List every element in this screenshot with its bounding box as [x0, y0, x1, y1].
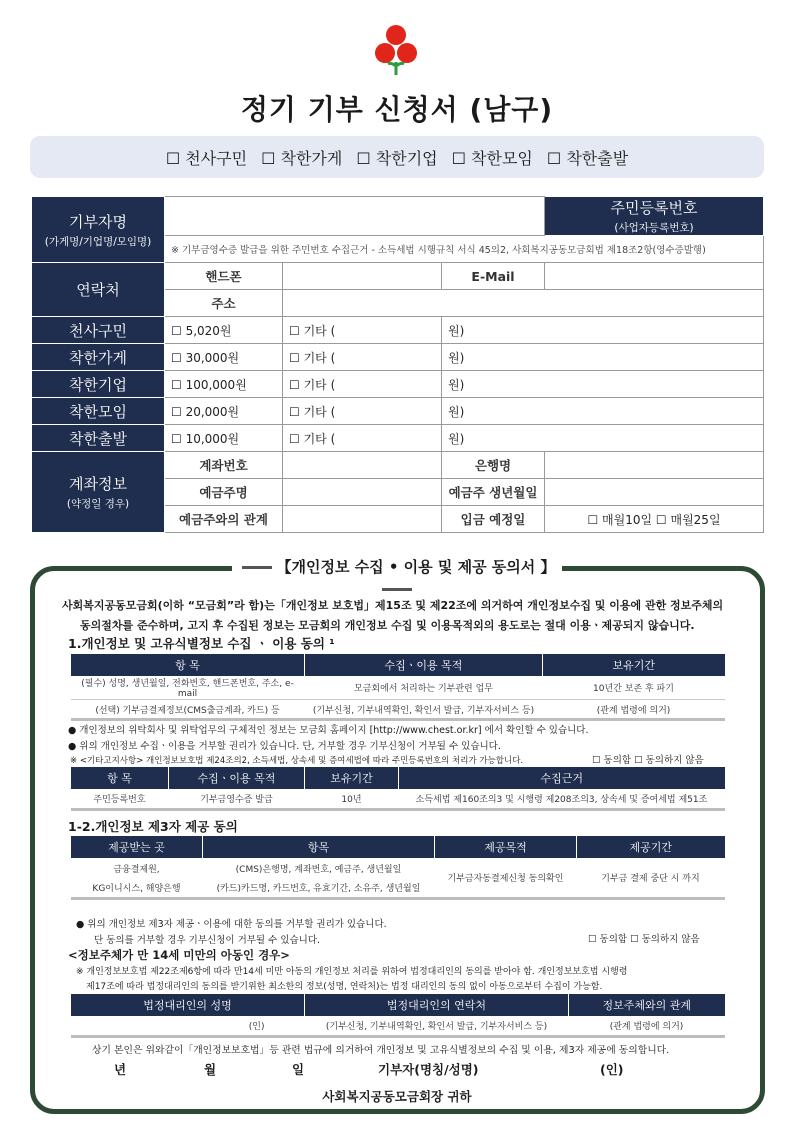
type-option-company[interactable]: ☐ 착한기업: [356, 148, 438, 168]
bank-name-field[interactable]: [545, 452, 764, 479]
table-cell: 주민등록번호: [71, 789, 169, 809]
bullet-third-party: ● 위의 개인정보 제3자 제공ㆍ이용에 대한 동의를 거부할 권리가 있습니다.: [76, 919, 387, 930]
table-header: 수집ㆍ이용 목적: [169, 767, 305, 789]
application-form-table: [31, 196, 764, 533]
sign-donor-label: 기부자(명칭/성명): [378, 1062, 479, 1077]
contact-header: 연락처: [32, 263, 165, 317]
third-party-table: [70, 836, 725, 900]
donor-name-header: 기부자명 (가게명/기업명/모임명): [32, 197, 165, 263]
holder-relation-label: 예금주와의 관계: [165, 506, 283, 533]
table-header: 수집근거: [399, 767, 725, 789]
id-number-header: 주민등록번호 (사업자등록번호): [545, 197, 764, 236]
table-header: 항목: [203, 836, 435, 858]
plan-amount-option[interactable]: ☐ 20,000원: [165, 398, 283, 425]
plan-header: 착한모임: [32, 398, 165, 425]
sign-day-label: 일: [292, 1062, 305, 1077]
type-option-group[interactable]: ☐ 착한모임: [451, 148, 533, 168]
sign-seal-label: (인): [600, 1062, 624, 1077]
page-title: 정기 기부 신청서 (남구): [240, 93, 554, 126]
plan-other-option[interactable]: ☐ 기타 (: [283, 371, 442, 398]
minor-note-1: ※ 개인정보보호법 제22조제6항에 따라 만14세 미만 아동의 개인정보 처리를 위하여 법정대리인의 동의를 받아야 함. 개인정보보호법 시행령: [76, 967, 628, 977]
donor-name-field[interactable]: [165, 197, 545, 236]
deposit-date-options[interactable]: ☐ 매월10일 ☐ 매월25일: [545, 506, 764, 533]
other-notice: ※ <기타고지사항> 개인정보보호법 제24조의2, 소득세법, 상속세 및 증여세법에 따라 주민등록번호의 처리가 가능합니다.: [70, 756, 524, 766]
plan-header: 착한출발: [32, 425, 165, 452]
plan-other-option[interactable]: ☐ 기타 (: [283, 344, 442, 371]
plan-other-unit: 원): [442, 425, 764, 452]
consent-intro-line-1: 사회복지공동모금회(이하 “모금회”라 함)는「개인정보 보호법」제15조 및 제22조에 의거하여 개인정보수집 및 이용에 관한 정보주체의: [62, 599, 724, 612]
table-cell: (필수) 성명, 생년월일, 전화번호, 핸드폰번호, 주소, e-mail: [71, 676, 305, 700]
minor-heading: <정보주체가 만 14세 미만의 아동인 경우>: [68, 948, 290, 962]
phone-label: 핸드폰: [165, 263, 283, 290]
plan-header: 천사구민: [32, 317, 165, 344]
table-header: 법정대리인의 연락처: [305, 994, 569, 1016]
guardian-name-field[interactable]: (인): [71, 1016, 305, 1036]
plan-other-option[interactable]: ☐ 기타 (: [283, 398, 442, 425]
plan-amount-option[interactable]: ☐ 100,000원: [165, 371, 283, 398]
bullet-third-party-note: 단 동의를 거부할 경우 기부신청이 거부될 수 있습니다.: [94, 935, 321, 946]
donation-type-options: [30, 136, 764, 178]
table-cell: KG이니시스, 해양은행: [71, 878, 203, 898]
plan-header: 착한기업: [32, 371, 165, 398]
type-option-start[interactable]: ☐ 착한출발: [546, 148, 629, 168]
holder-birth-label: 예금주 생년월일: [442, 479, 545, 506]
consent-statement: 상기 본인은 위와같이「개인정보보호법」등 관련 법규에 의거하여 개인정보 및 고유식별정보의 수집 및 이용, 제3자 제공에 동의합니다.: [92, 1045, 670, 1056]
title-bar-right: [382, 588, 412, 591]
table-header: 항 목: [71, 654, 305, 676]
holder-name-label: 예금주명: [165, 479, 283, 506]
sign-month-label: 월: [204, 1062, 217, 1077]
section-2-heading: 1-2.개인정보 제3자 제공 동의: [68, 819, 238, 834]
unique-id-table: [70, 767, 725, 811]
holder-name-field[interactable]: [283, 479, 442, 506]
table-cell: (CMS)은행명, 계좌번호, 예금주, 생년월일: [235, 864, 402, 875]
table-cell: (카드)카드명, 카드번호, 유효기간, 소유주, 생년월일: [203, 878, 435, 898]
type-option-cheonsa[interactable]: ☐ 천사구민: [165, 148, 248, 168]
addressee-footer: 사회복지공동모금회장 귀하: [322, 1089, 472, 1104]
section-1-heading: 1.개인정보 및 고유식별정보 수집 ㆍ 이용 동의 ¹: [68, 636, 335, 651]
type-option-store[interactable]: ☐ 착한가게: [261, 148, 343, 168]
bank-name-label: 은행명: [442, 452, 545, 479]
title-bar-left: [242, 566, 272, 569]
table-cell: 기부금 결제 중단 시 까지: [577, 858, 725, 898]
table-cell: 기부금자동결제신청 동의확인: [435, 858, 577, 898]
table-header: 법정대리인의 성명: [71, 994, 305, 1016]
deposit-date-label: 입금 예정일: [442, 506, 545, 533]
table-cell: (선택) 기부금결제정보(CMS출금계좌, 카드) 등: [71, 700, 305, 720]
plan-other-unit: 원): [442, 344, 764, 371]
consent-intro-line-2: 동의절차를 준수하며, 고지 후 수집된 정보는 모금회의 개인정보 수집 및 이용목적외의 용도로는 절대 이용ㆍ제공되지 않습니다.: [80, 619, 695, 632]
table-cell: 금융결제원,: [113, 864, 160, 875]
guardian-table: [70, 994, 725, 1038]
holder-birth-field[interactable]: [545, 479, 764, 506]
plan-amount-option[interactable]: ☐ 10,000원: [165, 425, 283, 452]
minor-note-2: 제17조에 따라 법정대리인의 동의를 받기위한 최소한의 정보(성명, 연락처)는 법정 대리인의 동의 없이 아동으로부터 수집이 가능함.: [86, 982, 603, 992]
plan-other-option[interactable]: ☐ 기타 (: [283, 317, 442, 344]
account-number-label: 계좌번호: [165, 452, 283, 479]
plan-other-option[interactable]: ☐ 기타 (: [283, 425, 442, 452]
account-number-field[interactable]: [283, 452, 442, 479]
guardian-contact-field[interactable]: (기부신청, 기부내역확인, 확인서 발급, 기부자서비스 등): [305, 1016, 569, 1036]
holder-relation-field[interactable]: [283, 506, 442, 533]
table-cell: 10년: [305, 789, 399, 809]
table-header: 보유기간: [305, 767, 399, 789]
sign-year-label: 년: [114, 1062, 127, 1077]
phone-field[interactable]: [283, 263, 442, 290]
id-collection-note: ※ 기부금영수증 발급을 위한 주민번호 수집근거 - 소득세법 시행규칙 서식 45의2, 사회복지공동모금회법 제18조2항(영수증발행): [165, 236, 764, 263]
table-header: 항 목: [71, 767, 169, 789]
table-header: 제공기간: [577, 836, 725, 858]
table-header: 제공목적: [435, 836, 577, 858]
agree-checkbox-2[interactable]: ☐ 동의함 ☐ 동의하지 않음: [588, 934, 700, 945]
plan-amount-option[interactable]: ☐ 30,000원: [165, 344, 283, 371]
table-cell: 모금회에서 처리하는 기부관련 업무: [305, 676, 543, 700]
guardian-relation-field[interactable]: (관계 법령에 의거): [569, 1016, 725, 1036]
bullet-consignment: ● 개인정보의 위탁회사 및 위탁업무의 구체적인 정보는 모금회 홈페이지 [http://www.chest.or.kr] 에서 확인할 수 있습니다.: [68, 725, 589, 736]
table-cell: (기부신청, 기부내역확인, 확인서 발급, 기부자서비스 등): [305, 700, 543, 720]
consent-title: 【개인정보 수집 • 이용 및 제공 동의서 】: [232, 556, 562, 578]
collection-purpose-table: [70, 654, 725, 721]
table-header: 제공받는 곳: [71, 836, 203, 858]
bullet-refusal-right: ● 위의 개인정보 수집ㆍ이용을 거부할 권리가 있습니다. 단, 거부할 경우 기부신청이 거부될 수 있습니다.: [68, 741, 501, 752]
table-header: 수집ㆍ이용 목적: [305, 654, 543, 676]
account-info-header: 계좌정보 (약정일 경우): [32, 452, 165, 533]
table-cell: 소득세법 제160조의3 및 시행령 제208조의3, 상속세 및 증여세법 제51조: [399, 789, 725, 809]
plan-other-unit: 원): [442, 317, 764, 344]
email-field[interactable]: [545, 263, 764, 290]
community-chest-logo-icon: [372, 22, 420, 76]
table-cell: 10년간 보존 후 파기: [543, 676, 725, 700]
table-cell: (관계 법령에 의거): [543, 700, 725, 720]
table-header: 정보주체와의 관계: [569, 994, 725, 1016]
plan-other-unit: 원): [442, 371, 764, 398]
plan-other-unit: 원): [442, 398, 764, 425]
address-field[interactable]: [283, 290, 764, 317]
plan-header: 착한가게: [32, 344, 165, 371]
address-label: 주소: [165, 290, 283, 317]
table-header: 보유기간: [543, 654, 725, 676]
table-cell: 기부금영수증 발급: [169, 789, 305, 809]
agree-checkbox-1[interactable]: ☐ 동의함 ☐ 동의하지 않음: [592, 755, 704, 766]
plan-amount-option[interactable]: ☐ 5,020원: [165, 317, 283, 344]
email-label: E-Mail: [442, 263, 545, 290]
